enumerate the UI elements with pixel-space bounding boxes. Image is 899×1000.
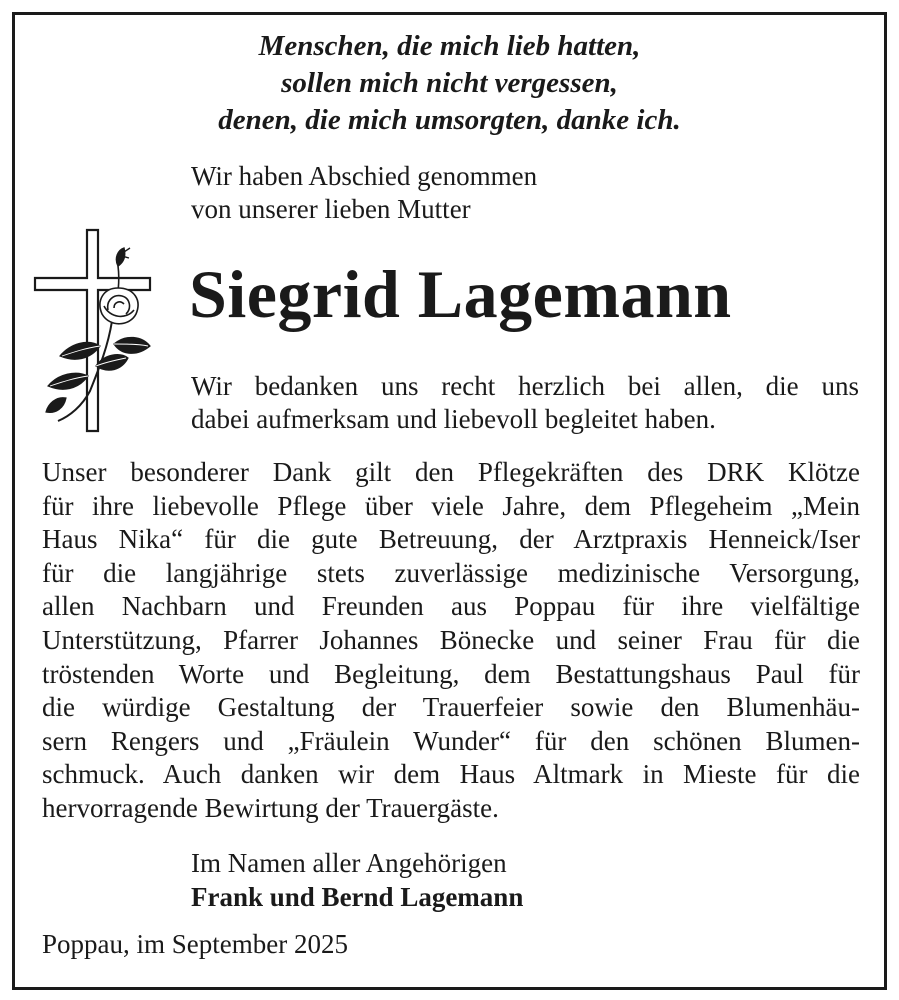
paragraph-line: Unser besonderer Dank gilt den Pflegekräften des DRK Klötze [42,457,860,487]
paragraph-line: Haus Nika“ für die gute Betreuung, der Arztpraxis Henneick/Iser [42,524,860,555]
farewell-intro [191,160,537,226]
deceased-name: Siegrid Lagemann [189,256,732,332]
paragraph-line: sern Rengers und „Fräulein Wunder“ für den schönen Blumen- [42,725,860,756]
intro-line: Wir haben Abschied genommen [191,161,538,191]
paragraph-line: für die langjährige stets zuverlässige medizinische Versorgung, [42,557,860,588]
thanks-line: dabei aufmerksam und liebevoll begleitet haben. [191,404,716,434]
cross-with-rose-icon [30,226,160,436]
thanks-line: Wir bedanken uns recht herzlich bei allen, die uns [191,371,859,401]
paragraph-line: tröstenden Worte und Begleitung, dem Bestattungshaus Paul für [42,658,860,689]
paragraph-line: Unterstützung, Pfarrer Johannes Bönecke und seiner Frau für die [42,624,860,655]
paragraph-line: die würdige Gestaltung der Trauerfeier sowie den Blumenhäu- [42,692,860,723]
signatory-names: Frank und Bernd Lagemann [191,882,524,912]
paragraph-line: schmuck. Auch danken wir dem Haus Altmark in Mieste für die [42,759,860,790]
paragraph-line: für ihre liebevolle Pflege über viele Jahre, dem Pflegeheim „Mein [42,490,860,521]
paragraph-line: hervorragende Bewirtung der Trauergäste. [42,792,499,823]
signoff [191,846,523,914]
on-behalf-line: Im Namen aller Angehörigen [191,848,507,878]
memorial-verse [0,28,899,139]
verse-line: denen, die mich umsorgten, danke ich. [218,104,681,136]
intro-line: von unserer lieben Mutter [191,194,471,224]
thanks-paragraph [42,456,860,826]
verse-line: Menschen, die mich lieb hatten, [258,30,641,62]
thanks-short [191,370,859,436]
verse-line: sollen mich nicht vergessen, [281,67,618,99]
paragraph-line: allen Nachbarn und Freunden aus Poppau für ihre vielfältige [42,591,860,622]
place-and-date: Poppau, im September 2025 [42,929,348,959]
